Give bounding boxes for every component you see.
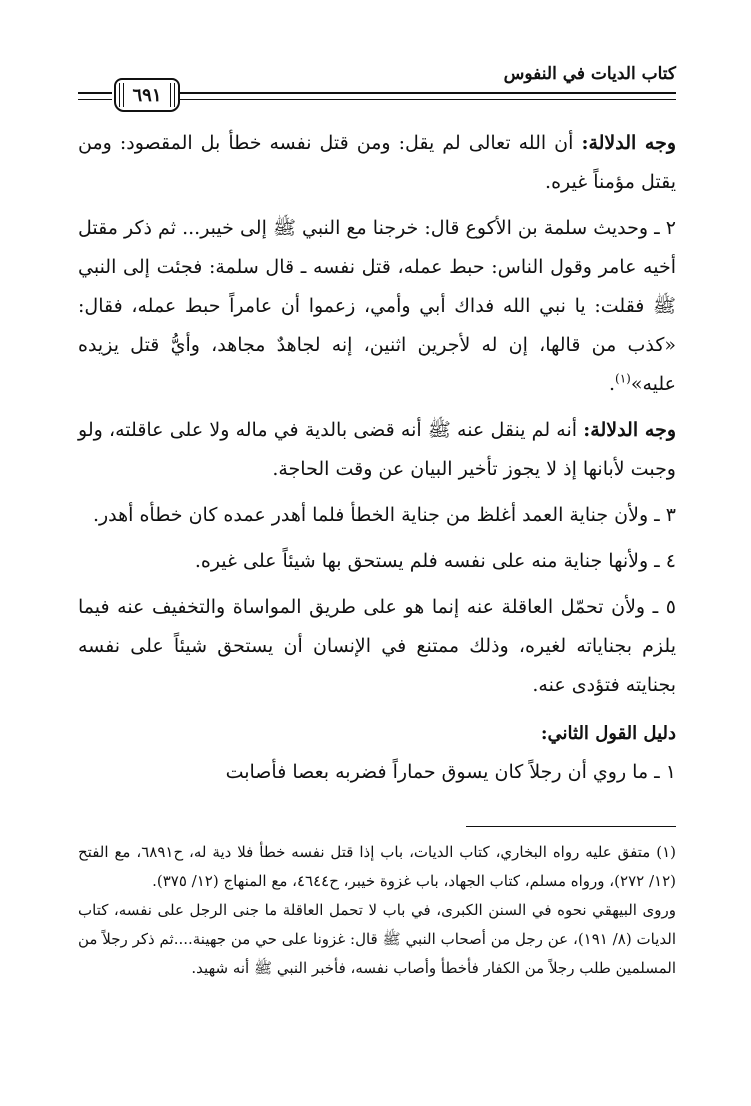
page-number: ٦٩١	[132, 84, 162, 106]
page-number-frame	[114, 78, 180, 112]
paragraph-text: أن الله تعالى لم يقل: ومن قتل نفسه خطأ بل المقصود: ومن يقتل مؤمناً غيره.	[78, 132, 676, 193]
paragraph-hadith-salama	[78, 209, 676, 404]
paragraph-text: ٢ ـ وحديث سلمة بن الأكوع قال: خرجنا مع النبي ﷺ إلى خيبر... ثم ذكر مقتل أخيه عامر وقول الناس: حبط عمله، قتل نفسه ـ قال سلمة: فجئت إلى النبي ﷺ فقلت: يا نبي الله فداك أبي وأمي، زعموا أن عامراً حبط عمله، فقال: «كذب من قالها، إن له لأجرين اثنين، إنه لجاهدٌ مجاهد، وأيُّ قتل يزيده عليه»	[78, 217, 676, 395]
footnote-ref[interactable]: (١)	[615, 371, 631, 386]
footnotes	[78, 838, 676, 983]
footnote-separator	[466, 826, 676, 827]
paragraph-point-4: ٤ ـ ولأنها جناية منه على نفسه فلم يستحق بها شيئاً على غيره.	[194, 550, 676, 572]
paragraph-point-3: ٣ ـ ولأن جناية العمد أغلظ من جناية الخطأ فلما أهدر عمده كان خطأه أهدر.	[92, 504, 676, 526]
header-rule-short	[78, 92, 112, 100]
main-text	[78, 124, 676, 799]
page-header	[78, 58, 676, 114]
paragraph-text: أنه لم ينقل عنه ﷺ أنه قضى بالدية في ماله ولا على عاقلته، ولو وجبت لأبانها إذ لا يجوز تأخير البيان عن وقت الحاجة.	[78, 419, 676, 480]
footnote-1: (١) متفق عليه رواه البخاري، كتاب الديات، باب إذا قتل نفسه خطأ فلا دية له، ح٦٨٩١، مع الفتح (١٢/ ٢٧٢)، ورواه مسلم، كتاب الجهاد، باب غزوة خيبر، ح٤٦٤٤، مع المنهاج (١٢/ ٣٧٥).	[78, 843, 676, 890]
paragraph-end: .	[608, 373, 615, 395]
paragraph-point-5: ٥ ـ ولأن تحمّل العاقلة عنه إنما هو على طريق المواساة والتخفيف عنه فيما يلزم بجناياته لغيره، وذلك ممتنع في الإنسان أن يستحق شيئاً على نفسه بجنايته فتؤدى عنه.	[78, 596, 676, 696]
paragraph-evidence-2	[78, 411, 676, 489]
paragraph-evidence-1	[78, 124, 676, 202]
header-rule-long	[178, 92, 676, 100]
footnote-1-continued: وروى البيهقي نحوه في السنن الكبرى، في باب لا تحمل العاقلة ما جنى الرجل على نفسه، كتاب الديات (٨/ ١٩١)، عن رجل من أصحاب النبي ﷺ قال: غزونا على حي من جهينة....ثم ذكر رجلاً من المسلمين طلب رجلاً من الكفار فأخطأ وأصاب نفسه، فأخبر النبي ﷺ أنه شهيد.	[78, 901, 676, 977]
evidence-label: وجه الدلالة:	[583, 419, 676, 441]
running-title: كتاب الديات في النفوس	[503, 64, 676, 84]
paragraph-second-opinion-1: ١ ـ ما روي أن رجلاً كان يسوق حماراً فضربه بعصا فأصابت	[225, 761, 676, 783]
section-heading: دليل القول الثاني:	[540, 723, 676, 744]
evidence-label: وجه الدلالة:	[581, 132, 677, 154]
